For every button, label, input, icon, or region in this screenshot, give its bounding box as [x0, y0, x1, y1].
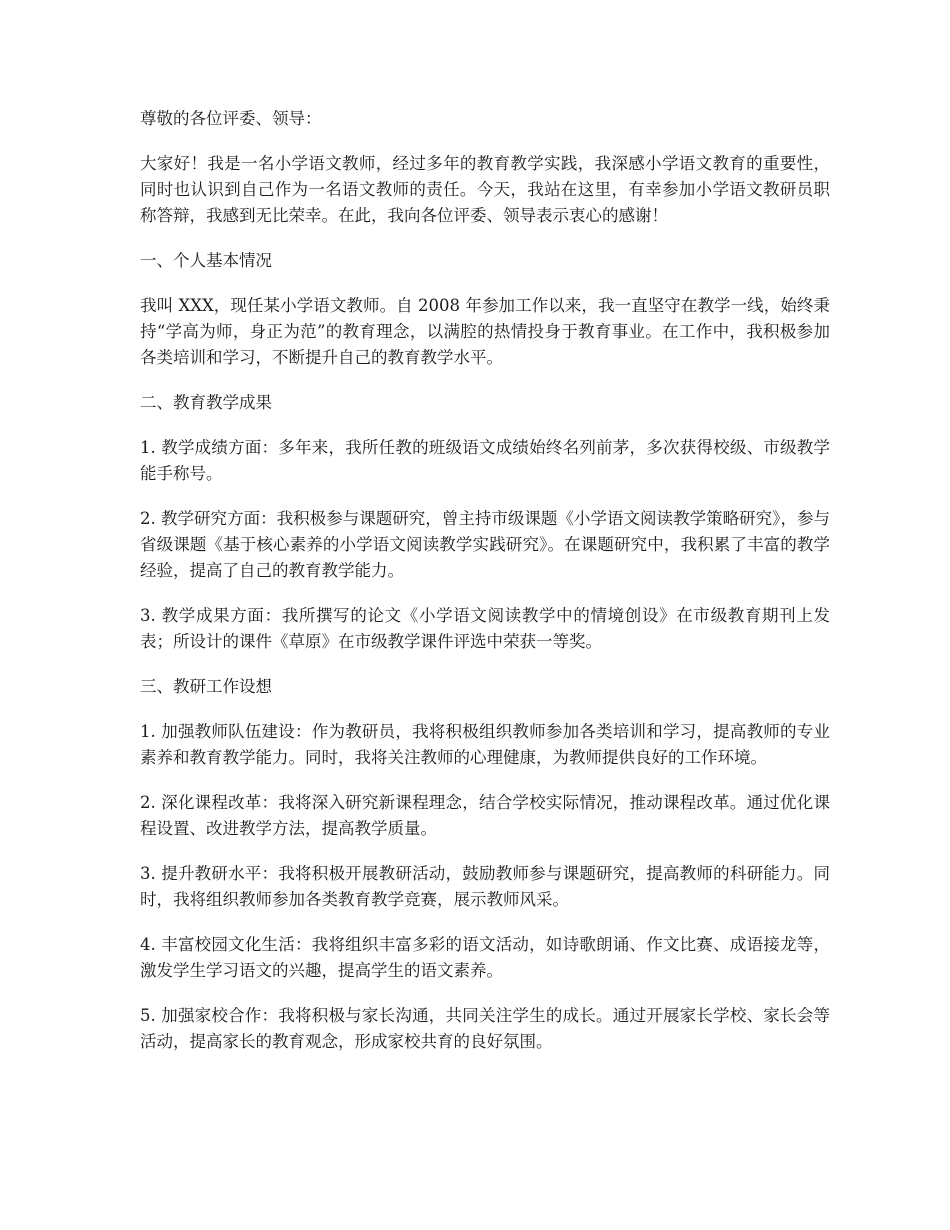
work-plan-item: 4. 丰富校园文化生活：我将组织丰富多彩的语文活动，如诗歌朗诵、作文比赛、成语接龙等，激发学生学习语文的兴趣，提高学生的语文素养。 — [140, 935, 830, 980]
achievement-item: 1. 教学成绩方面：多年来，我所任教的班级语文成绩始终名列前茅，多次获得校级、市级教学能手称号。 — [140, 438, 830, 483]
work-plan-item: 3. 提升教研水平：我将积极开展教研活动，鼓励教师参与课题研究，提高教师的科研能力。同时，我将组织教师参加各类教育教学竞赛，展示教师风采。 — [140, 864, 830, 909]
salutation: 尊敬的各位评委、领导： — [140, 109, 322, 128]
achievement-item: 3. 教学成果方面：我所撰写的论文《小学语文阅读教学中的情境创设》在市级教育期刊上发表；所设计的课件《草原》在市级教学课件评选中荣获一等奖。 — [140, 606, 830, 651]
achievement-item: 2. 教学研究方面：我积极参与课题研究，曾主持市级课题《小学语文阅读教学策略研究》，参与省级课题《基于核心素养的小学语文阅读教学实践研究》。在课题研究中，我积累了丰富的教学经验，提高了自己的教育教学能力。 — [140, 509, 830, 580]
section-heading-achievements: 二、教育教学成果 — [140, 393, 272, 412]
document-body — [140, 106, 830, 1074]
section-heading-work-plan: 三、教研工作设想 — [140, 677, 272, 696]
work-plan-item: 5. 加强家校合作：我将积极与家长沟通，共同关注学生的成长。通过开展家长学校、家长会等活动，提高家长的教育观念，形成家校共育的良好氛围。 — [140, 1006, 830, 1051]
personal-info-paragraph: 我叫 XXX，现任某小学语文教师。自 2008 年参加工作以来，我一直坚守在教学一线，始终秉持“学高为师，身正为范”的教育理念，以满腔的热情投身于教育事业。在工作中，我积极参加各类培训和学习，不断提升自己的教育教学水平。 — [140, 296, 830, 367]
work-plan-item: 1. 加强教师队伍建设：作为教研员，我将积极组织教师参加各类培训和学习，提高教师的专业素养和教育教学能力。同时，我将关注教师的心理健康，为教师提供良好的工作环境。 — [140, 722, 830, 767]
work-plan-item: 2. 深化课程改革：我将深入研究新课程理念，结合学校实际情况，推动课程改革。通过优化课程设置、改进教学方法，提高教学质量。 — [140, 793, 830, 838]
intro-paragraph: 大家好！我是一名小学语文教师，经过多年的教育教学实践，我深感小学语文教育的重要性，同时也认识到自己作为一名语文教师的责任。今天，我站在这里，有幸参加小学语文教研员职称答辩，我感到无比荣幸。在此，我向各位评委、领导表示衷心的感谢！ — [140, 154, 830, 225]
section-heading-personal-info: 一、个人基本情况 — [140, 251, 272, 270]
